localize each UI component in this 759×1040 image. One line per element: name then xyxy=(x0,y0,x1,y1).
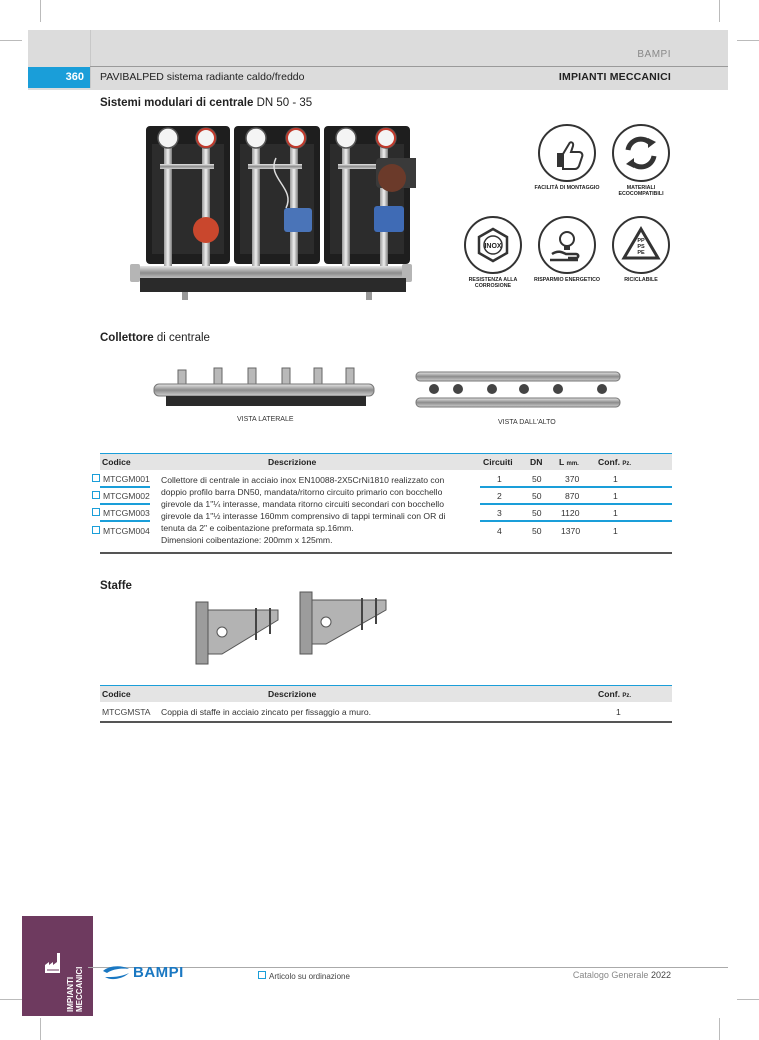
feature-badge-energy-saving xyxy=(538,216,596,274)
collector-top-view xyxy=(412,368,624,412)
th-conf-label: Conf. xyxy=(598,457,620,467)
cell-conf: 1 xyxy=(613,491,618,501)
th-conf xyxy=(598,454,631,472)
cell-dn: 50 xyxy=(532,508,542,518)
side-tab-label xyxy=(66,967,84,1012)
crop-mark xyxy=(0,40,22,41)
bampi-swoosh-icon xyxy=(101,965,131,981)
table1-bottom-rule xyxy=(100,552,672,554)
th-code: Codice xyxy=(102,457,131,467)
cell-circuits: 3 xyxy=(497,508,502,518)
th-conf xyxy=(598,686,631,704)
header-rule xyxy=(90,66,728,67)
lightbulb-hand-icon xyxy=(540,218,594,272)
th-description: Descrizione xyxy=(268,689,317,699)
table-row-code xyxy=(92,508,150,518)
row-code: MTCGMSTA xyxy=(102,707,151,717)
caption-top-view: VISTA DALL'ALTO xyxy=(498,419,556,426)
product-description xyxy=(161,474,467,547)
row-divider xyxy=(480,503,672,505)
row-divider xyxy=(480,520,672,522)
feature-badge-corrosion xyxy=(464,216,522,274)
feature-badge-eco-materials xyxy=(612,124,670,182)
recycling-triangle-icon xyxy=(614,218,668,272)
logo-text: BAMPI xyxy=(133,964,184,981)
row-divider xyxy=(480,486,672,488)
cell-length: 1370 xyxy=(561,526,581,536)
table-row-code xyxy=(92,526,150,536)
th-length-label: L xyxy=(559,457,565,467)
table2-header xyxy=(100,685,672,702)
table2-bottom-rule xyxy=(100,721,672,723)
feature-label: RESISTENZA ALLA CORROSIONE xyxy=(468,277,518,289)
row-code: MTCGM001 xyxy=(103,474,150,484)
cell-length: 870 xyxy=(565,491,580,501)
description-line: Collettore di centrale in acciaio inox EN10088-2X5CrNi1810 realizzato con xyxy=(161,475,445,485)
description-line: tenuta da 2" e coibentazione preformata sp.16mm. xyxy=(161,523,354,534)
cell-dn: 50 xyxy=(532,474,542,484)
section-title-rest: DN 50 - 35 xyxy=(256,97,313,109)
cell-conf: 1 xyxy=(613,526,618,536)
row-code: MTCGM002 xyxy=(103,491,150,501)
crop-mark xyxy=(40,1018,41,1040)
feature-label: MATERIALI ECOCOMPATIBILI xyxy=(618,185,664,197)
description-line: girevole da 1"½ interasse 160mm comprensivo di tappi terminali con OR di xyxy=(161,511,446,522)
order-checkbox-icon xyxy=(92,474,100,482)
th-conf-unit: Pz. xyxy=(622,461,632,467)
recycle-code-pe: PE xyxy=(637,250,645,256)
thumbs-up-icon xyxy=(540,126,594,180)
cell-conf: 1 xyxy=(616,707,621,717)
cell-dn: 50 xyxy=(532,526,542,536)
cell-length: 370 xyxy=(565,474,580,484)
table-row-code xyxy=(92,491,150,501)
catalog-info xyxy=(573,970,671,980)
recycle-code-ps: PS xyxy=(637,244,645,250)
th-length-unit: mm. xyxy=(566,461,579,467)
order-checkbox-icon xyxy=(92,526,100,534)
caption-side-view: VISTA LATERALE xyxy=(237,416,294,423)
cell-circuits: 4 xyxy=(497,526,502,536)
order-checkbox-icon xyxy=(92,508,100,516)
th-dn: DN xyxy=(530,457,543,467)
cell-dn: 50 xyxy=(532,491,542,501)
crop-mark xyxy=(719,0,720,22)
description-line: Dimensioni coibentazione: 200mm x 125mm. xyxy=(161,535,333,546)
crop-mark xyxy=(737,40,759,41)
section-title-bold: Sistemi modulari di centrale xyxy=(100,97,254,109)
order-checkbox-icon xyxy=(258,971,266,979)
th-circuits: Circuiti xyxy=(483,457,513,467)
header-subtitle: PAVIBALPED sistema radiante caldo/freddo xyxy=(100,71,305,83)
section-title-bold: Collettore xyxy=(100,332,154,344)
feature-badge-recyclable xyxy=(612,216,670,274)
description-line: girevole da 1"¼ interasse, mandata ritorno circuiti secondari con bocchello xyxy=(161,499,444,510)
side-tab-line1: IMPIANTI xyxy=(66,976,75,1012)
cell-conf: 1 xyxy=(613,508,618,518)
collector-side-view xyxy=(150,366,380,412)
feature-label: RISPARMIO ENERGETICO xyxy=(533,277,601,283)
row-code: MTCGM004 xyxy=(103,526,150,536)
crop-mark xyxy=(719,1018,720,1040)
row-divider xyxy=(100,503,150,505)
th-length xyxy=(559,454,579,472)
feature-label: FACILITÀ DI MONTAGGIO xyxy=(534,185,600,191)
section-title-rest: di centrale xyxy=(156,332,210,344)
modular-system-photo xyxy=(126,118,416,304)
th-conf-unit: Pz. xyxy=(622,693,632,699)
row-description: Coppia di staffe in acciaio zincato per fissaggio a muro. xyxy=(161,707,372,717)
row-divider xyxy=(100,520,150,522)
th-conf-label: Conf. xyxy=(598,689,620,699)
cell-conf: 1 xyxy=(613,474,618,484)
section-title-bold: Staffe xyxy=(100,580,132,592)
wall-brackets-photo xyxy=(192,590,392,668)
cell-circuits: 2 xyxy=(497,491,502,501)
industry-icon xyxy=(44,952,64,974)
header-divider xyxy=(90,30,91,88)
header-category: IMPIANTI MECCANICI xyxy=(558,71,671,83)
cell-circuits: 1 xyxy=(497,474,502,484)
section-title-modular xyxy=(100,97,312,109)
crop-mark xyxy=(737,999,759,1000)
table-row-code xyxy=(92,474,150,484)
bampi-logo xyxy=(101,963,193,983)
row-code: MTCGM003 xyxy=(103,508,150,518)
cell-length: 1120 xyxy=(561,508,580,518)
table1-header xyxy=(100,453,672,470)
th-description: Descrizione xyxy=(268,457,317,467)
feature-badge-easy-mounting xyxy=(538,124,596,182)
side-tab-line2: MECCANICI xyxy=(75,966,84,1012)
feature-label: RICICLABILE xyxy=(624,277,658,283)
crop-mark xyxy=(40,0,41,22)
inox-icon-text: INOX xyxy=(484,243,502,250)
side-tab xyxy=(22,916,93,1016)
order-checkbox-icon xyxy=(92,491,100,499)
page-number: 360 xyxy=(28,67,90,88)
catalog-label: Catalogo Generale xyxy=(572,970,649,980)
row-divider xyxy=(100,486,150,488)
recycle-arrows-icon xyxy=(614,126,668,180)
legend-text: Articolo su ordinazione xyxy=(269,972,350,981)
crop-mark xyxy=(0,999,22,1000)
legend xyxy=(258,971,350,981)
recycle-code-pp: PP xyxy=(637,238,645,244)
th-code: Codice xyxy=(102,689,131,699)
header-brand: BAMPI xyxy=(637,49,671,60)
catalog-year: 2022 xyxy=(650,970,671,980)
description-line: doppio profilo barra DN50, mandata/ritorno circuito primario con bocchello xyxy=(161,487,443,498)
inox-nut-icon xyxy=(466,218,520,272)
section-title-brackets xyxy=(100,580,132,592)
section-title-collector xyxy=(100,332,210,344)
